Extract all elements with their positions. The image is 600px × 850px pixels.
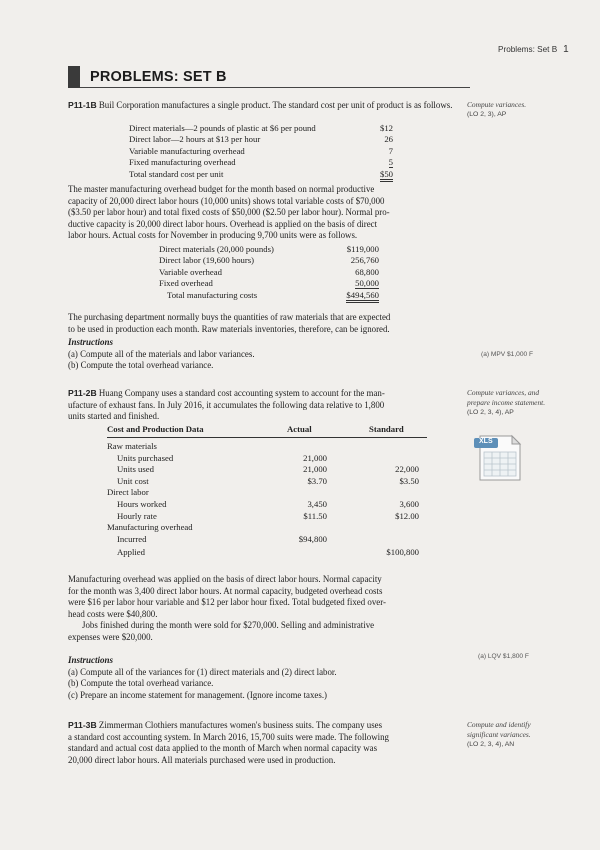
cost-label: Variable overhead — [159, 266, 222, 277]
text-line: a standard cost accounting system. In March 2016, 15,700 suits were made. The following — [68, 731, 389, 742]
p1-margin-label: Compute variances. — [467, 100, 527, 109]
text-line: The master manufacturing overhead budget for the month based on normal productive — [68, 184, 375, 194]
actual-value: 21,000 — [303, 464, 327, 475]
text-line: for the month was 3,400 direct labor hours. At normal capacity, budgeted overhead costs — [68, 585, 383, 596]
p1-actual-cost-table — [159, 244, 379, 301]
instruction-item: (c) Prepare an income statement for management. (Ignore income taxes.) — [68, 689, 327, 700]
p2-paragraph-2 — [68, 574, 468, 644]
table-row — [107, 522, 427, 534]
p1-instructions — [68, 337, 468, 372]
total-label: Total standard cost per unit — [129, 168, 224, 179]
section-title: PROBLEMS: SET B — [90, 69, 227, 85]
cost-amount: $119,000 — [346, 244, 379, 254]
table-row — [159, 290, 379, 301]
section-heading — [68, 66, 470, 88]
cost-label: Fixed overhead — [159, 278, 213, 289]
p1-intro — [68, 100, 460, 112]
row-label: Direct labor — [107, 487, 149, 498]
cost-amount-value: 50,000 — [355, 278, 379, 289]
p3-intro — [68, 720, 468, 766]
p1-id: P11-1B — [68, 100, 97, 110]
text-line: to be used in production each month. Raw materials inventories, therefore, can be ignored. — [68, 323, 390, 334]
cost-amount: 256,760 — [350, 255, 379, 266]
running-head — [498, 44, 569, 55]
text-line: ufacture of exhaust fans. In July 2016, it accumulates the following data relative to 1,800 — [68, 399, 385, 410]
cost-label: Direct materials—2 pounds of plastic at $6 per pound — [129, 123, 316, 133]
table-row — [107, 464, 427, 476]
cost-label: Direct labor—2 hours at $13 per hour — [129, 134, 261, 145]
text-line — [68, 720, 468, 732]
cost-amount: $12 — [379, 123, 393, 133]
table-row — [107, 441, 427, 453]
table-row — [129, 169, 393, 180]
table-row — [159, 255, 379, 266]
p2-margin-note — [467, 388, 592, 418]
p2-margin-label: prepare income statement. — [467, 398, 546, 407]
cost-amount — [376, 157, 393, 168]
text-line: units started and finished. — [68, 411, 160, 422]
actual-value: $3.70 — [307, 475, 327, 486]
p2-margin-lo: (LO 2, 3, 4), AP — [467, 409, 514, 416]
cost-label: Variable manufacturing overhead — [129, 145, 245, 156]
total-label: Total manufacturing costs — [167, 289, 258, 300]
row-label: Incurred — [117, 533, 147, 544]
instruction-item: (b) Compute the total overhead variance. — [68, 678, 214, 689]
p1-paragraph-2 — [68, 184, 468, 242]
p1-answer: (a) MPV $1,000 F — [481, 351, 534, 358]
cost-amount-value: 5 — [388, 157, 393, 168]
actual-value: 21,000 — [303, 452, 327, 463]
p3-margin-label: significant variances. — [467, 730, 531, 739]
table-row — [159, 244, 379, 255]
instruction-item: (b) Compute the total overhead variance. — [68, 360, 214, 371]
p3-margin-lo: (LO 2, 3, 4), AN — [467, 741, 515, 748]
table-row — [159, 278, 379, 289]
text-line: Manufacturing overhead was applied on the basis of direct labor hours. Normal capacity — [68, 574, 382, 584]
p3-margin-note — [467, 720, 592, 750]
row-label: Hours worked — [117, 498, 167, 509]
table-row — [107, 499, 427, 511]
table-row — [107, 476, 427, 488]
heading-rule — [80, 87, 470, 88]
table-row — [107, 453, 427, 465]
table-row — [129, 134, 393, 145]
row-label: Manufacturing overhead — [107, 522, 193, 533]
cost-label: Direct materials (20,000 pounds) — [159, 244, 274, 254]
total-amount-value: $50 — [380, 169, 393, 182]
text-span: Zimmerman Clothiers manufactures women's business suits. The company uses — [98, 720, 383, 730]
standard-value: $3.50 — [399, 475, 419, 486]
p1-margin-lo: (LO 2, 3), AP — [467, 111, 507, 118]
spreadsheet-icon — [472, 432, 524, 482]
instructions-heading: Instructions — [68, 655, 114, 665]
text-line: 20,000 direct labor hours. All materials purchased were used in production. — [68, 754, 336, 765]
text-line: head costs were $40,800. — [68, 608, 158, 619]
text-line: ($3.50 per labor hour) and total fixed costs of $50,000 ($2.50 per labor hour). Normal pro- — [68, 207, 390, 218]
total-amount — [330, 290, 379, 301]
text-line: expenses were $20,000. — [68, 631, 153, 642]
page-number: 1 — [563, 44, 569, 55]
p1-paragraph-3 — [68, 312, 468, 335]
p2-margin-label: Compute variances, and — [467, 388, 540, 397]
p1-intro-text: Buil Corporation manufactures a single product. The standard cost per unit of product is as follows. — [98, 100, 453, 110]
total-amount-value: $494,560 — [346, 290, 379, 303]
table-row — [107, 511, 427, 523]
p3-margin-label: Compute and identify — [467, 720, 531, 729]
standard-value: $12.00 — [395, 510, 419, 521]
column-header-item: Cost and Production Data — [107, 424, 204, 434]
text-line: ductive capacity is 20,000 direct labor hours. Overhead is applied on the basis of direct — [68, 218, 378, 229]
p1-standard-cost-table — [129, 123, 393, 180]
text-line: capacity of 20,000 direct labor hours (10,000 units) shows total variable costs of $70,000 — [68, 195, 385, 206]
table-row — [129, 123, 393, 134]
table-row — [159, 267, 379, 278]
actual-value: $11.50 — [303, 510, 327, 521]
cost-label: Fixed manufacturing overhead — [129, 157, 236, 168]
total-amount — [376, 169, 393, 180]
p3-id: P11-3B — [68, 720, 97, 730]
p2-answer: (a) LQV $1,800 F — [478, 653, 529, 660]
p2-intro — [68, 388, 466, 423]
row-label: Applied — [117, 547, 145, 558]
standard-value: 22,000 — [395, 464, 419, 475]
table-body — [107, 438, 427, 559]
instructions-heading: Instructions — [68, 337, 114, 347]
text-line — [68, 388, 466, 400]
p2-cost-table — [107, 424, 427, 559]
row-label: Units purchased — [117, 452, 174, 463]
standard-value: $100,800 — [386, 547, 419, 558]
text-line: The purchasing department normally buys the quantities of raw materials that are expected — [68, 312, 391, 322]
table-row — [107, 534, 427, 546]
text-line: standard and actual cost data applied to the month of March when normal capacity was — [68, 743, 378, 754]
actual-value: $94,800 — [298, 533, 327, 544]
table-row — [129, 146, 393, 157]
actual-value: 3,450 — [307, 498, 327, 509]
column-header-actual: Actual — [287, 424, 312, 434]
heading-bar — [68, 66, 80, 88]
row-label: Units used — [117, 464, 154, 475]
instruction-item: (a) Compute all of the materials and labor variances. — [68, 348, 255, 359]
cost-amount: 7 — [388, 145, 393, 156]
cost-label: Direct labor (19,600 hours) — [159, 255, 255, 266]
table-header — [107, 424, 427, 438]
row-label: Unit cost — [117, 475, 149, 486]
p2-instructions — [68, 655, 468, 701]
standard-value: 3,600 — [399, 498, 419, 509]
table-row — [129, 157, 393, 168]
column-header-standard: Standard — [369, 424, 404, 434]
cost-amount — [330, 278, 379, 289]
table-row — [107, 487, 427, 499]
table-row — [107, 547, 427, 559]
row-label: Raw materials — [107, 441, 157, 451]
text-line: were $16 per labor hour variable and $12 per labor hour fixed. Total budgeted fixed over- — [68, 597, 386, 608]
cost-amount: 26 — [384, 134, 393, 145]
row-label: Hourly rate — [117, 510, 157, 521]
text-line: Jobs finished during the month were sold for $270,000. Selling and administrative — [82, 620, 375, 631]
instruction-item: (a) Compute all of the variances for (1) direct materials and (2) direct labor. — [68, 666, 337, 677]
text-line: labor hours. Actual costs for November in producing 9,700 units were as follows. — [68, 230, 358, 241]
running-head-label: Problems: Set B — [498, 45, 558, 54]
text-span: Huang Company uses a standard cost accounting system to account for the man- — [98, 388, 385, 398]
p2-id: P11-2B — [68, 388, 97, 398]
cost-amount: 68,800 — [355, 266, 379, 277]
p1-margin-note — [467, 100, 587, 120]
xls-label: XLS — [479, 438, 493, 445]
